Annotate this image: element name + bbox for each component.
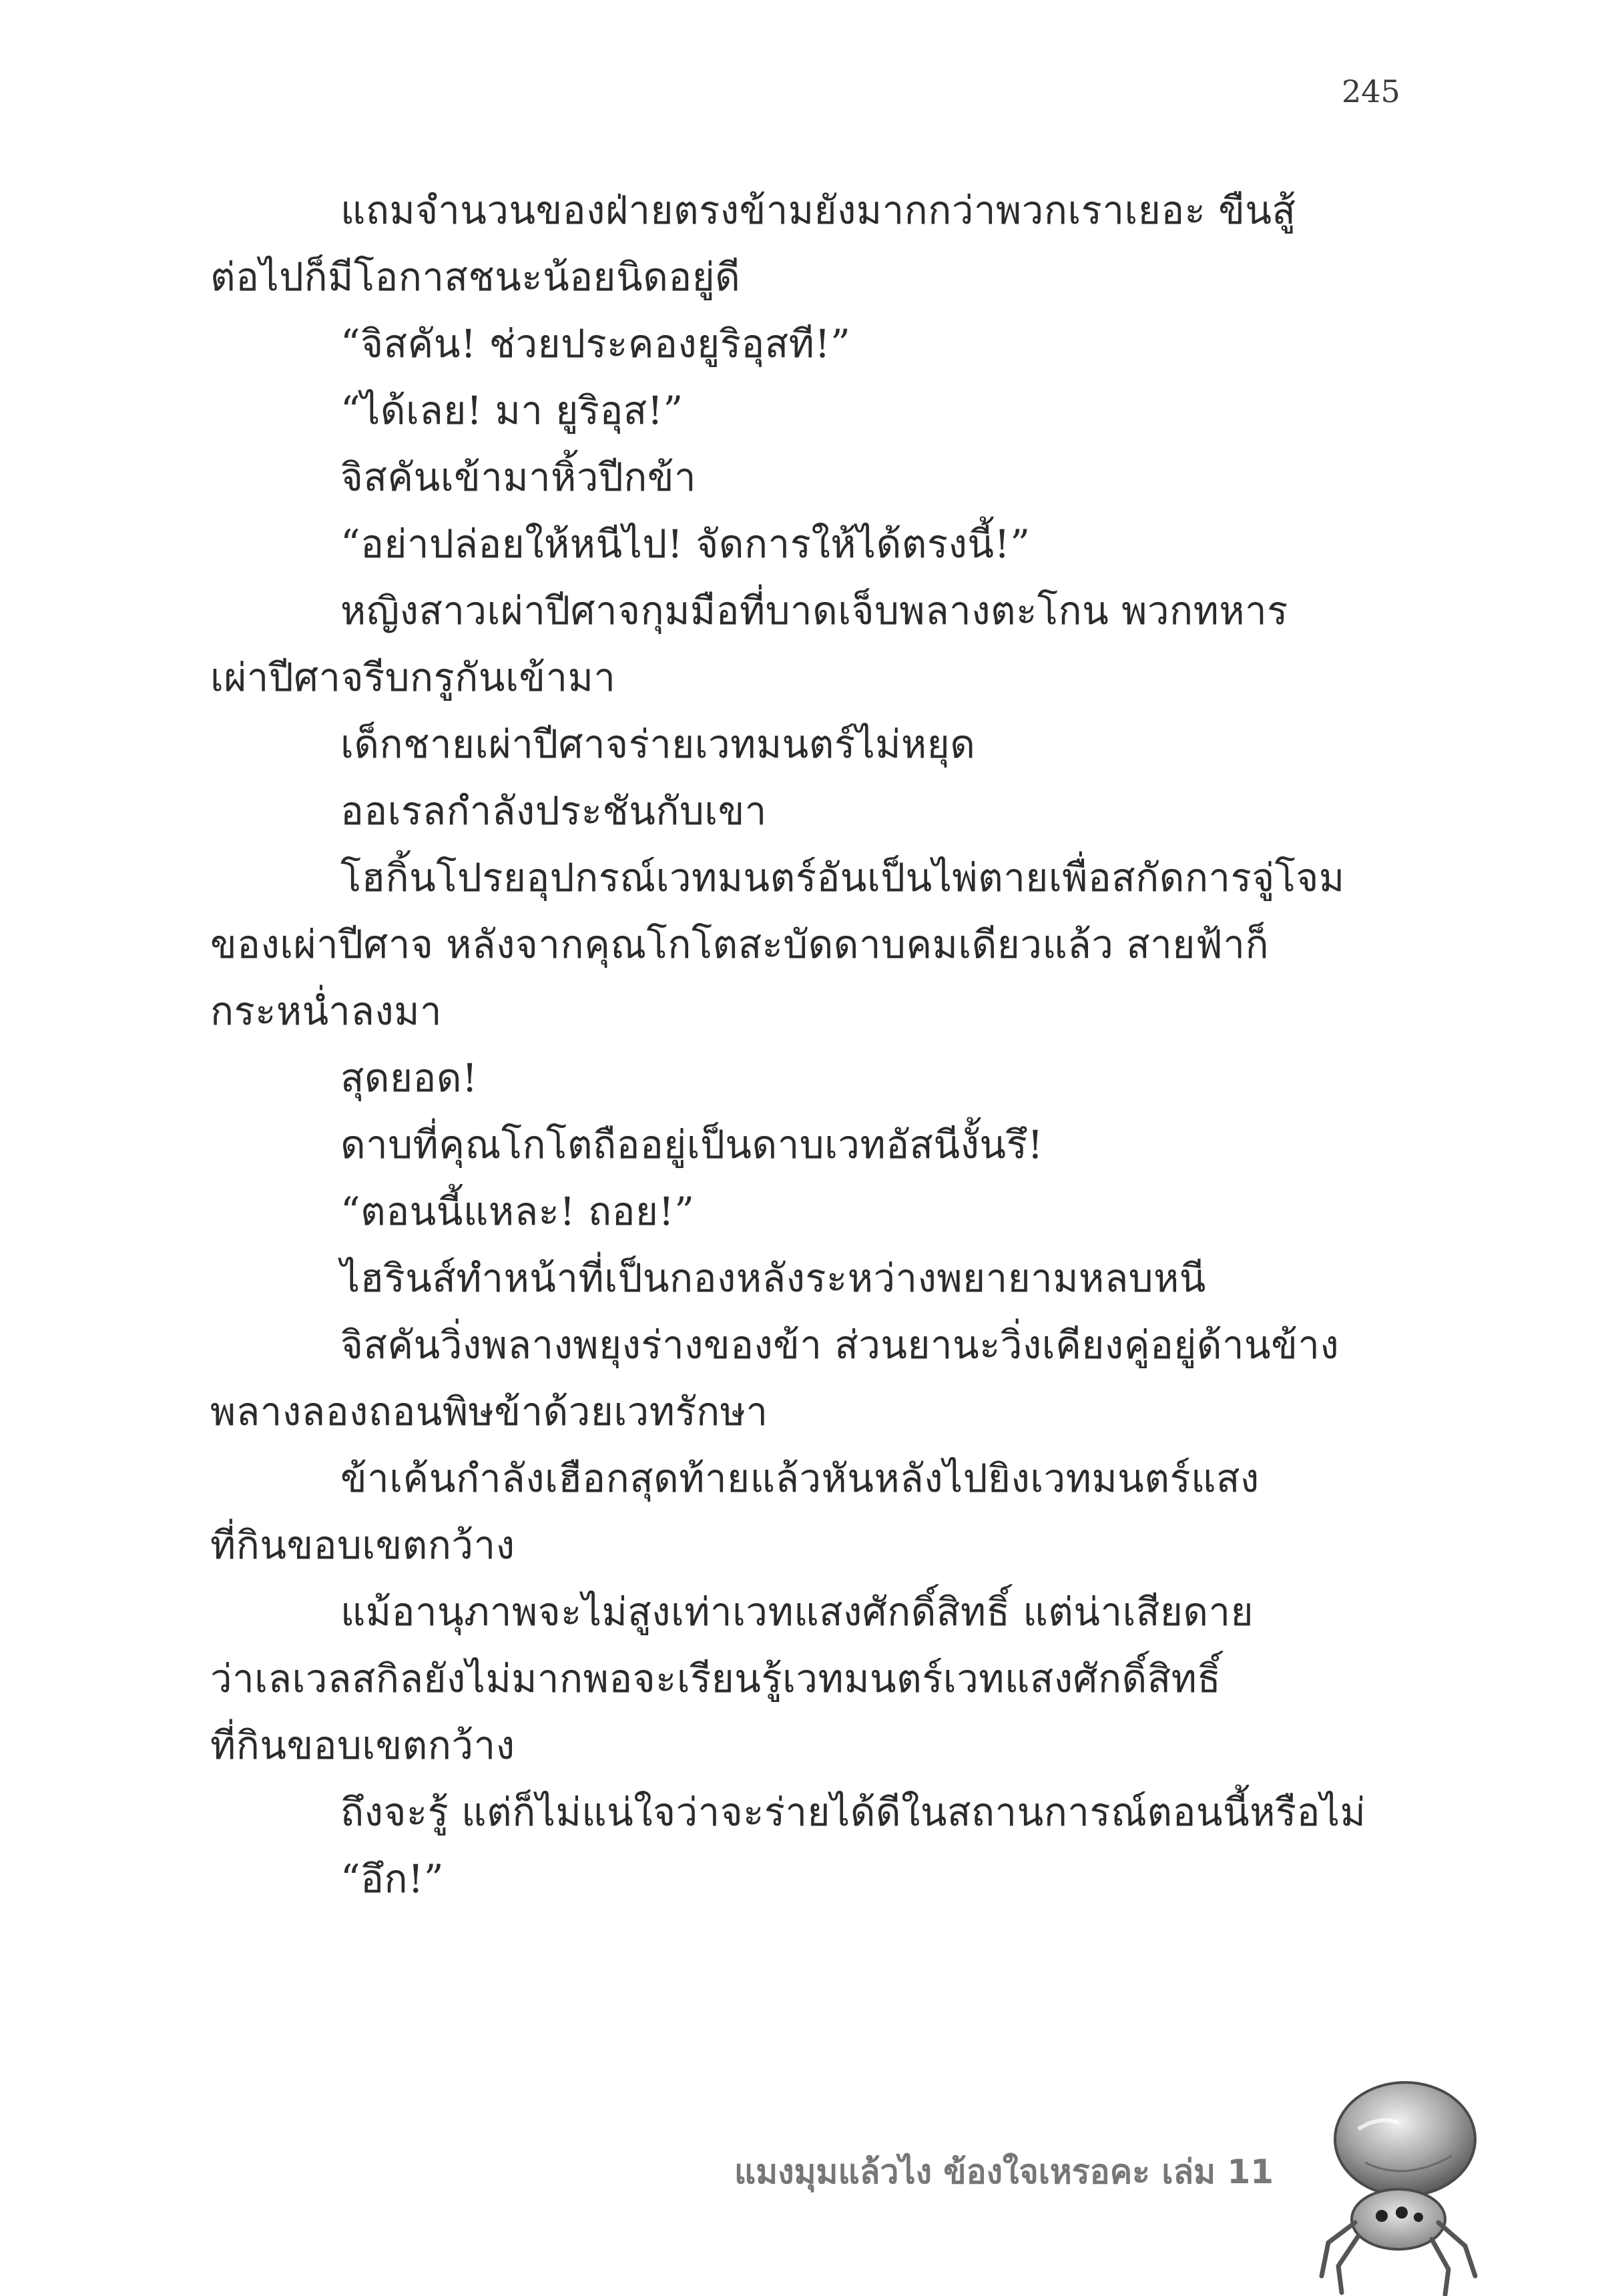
text-line: ว่าเลเวลสกิลยังไม่มากพอจะเรียนรู้เวทมนตร์เวทแสงศักดิ์สิทธิ์ — [210, 1656, 1222, 1701]
text-line: ออเรลกำลังประชันกับเขา — [340, 788, 767, 834]
text-line: เผ่าปีศาจรีบกรูกันเข้ามา — [210, 655, 616, 700]
text-line: “ตอนนี้แหละ! ถอย!” — [340, 1189, 695, 1234]
text-line: กระหน่ำลงมา — [210, 988, 443, 1034]
text-line: “ได้เลย! มา ยูริอุส!” — [340, 388, 684, 433]
text-line: “อย่าปล่อยให้หนีไป! จัดการให้ได้ตรงนี้!” — [340, 521, 1031, 567]
text-line: เด็กชายเผ่าปีศาจร่ายเวทมนตร์ไม่หยุด — [340, 722, 976, 767]
text-line: ที่กินขอบเขตกว้าง — [210, 1723, 515, 1768]
text-line: ที่กินขอบเขตกว้าง — [210, 1522, 515, 1568]
text-line: ดาบที่คุณโกโตถืออยู่เป็นดาบเวทอัสนีงั้นรึ! — [340, 1122, 1044, 1167]
footer-book-title: แมงมุมแล้วไง ข้องใจเหรอคะ เล่ม 11 — [734, 2152, 1274, 2191]
text-line: ข้าเค้นกำลังเฮือกสุดท้ายแล้วหันหลังไปยิงเวทมนตร์แสง — [340, 1456, 1260, 1501]
spider-mascot-icon — [1318, 2076, 1485, 2296]
text-line: จิสคันวิ่งพลางพยุงร่างของข้า ส่วนยานะวิ่งเคียงคู่อยู่ด้านข้าง — [340, 1322, 1340, 1368]
text-line: แถมจำนวนของฝ่ายตรงข้ามยังมากกว่าพวกเราเยอะ ขืนสู้ — [340, 188, 1296, 233]
text-line: ถึงจะรู้ แต่ก็ไม่แน่ใจว่าจะร่ายได้ดีในสถานการณ์ตอนนี้หรือไม่ — [340, 1789, 1366, 1835]
text-line: ต่อไปก็มีโอกาสชนะน้อยนิดอยู่ดี — [210, 254, 741, 300]
text-line: ไฮรินส์ทำหน้าที่เป็นกองหลังระหว่างพยายามหลบหนี — [340, 1255, 1206, 1301]
text-line: แม้อานุภาพจะไม่สูงเท่าเวทแสงศักดิ์สิทธิ์ แต่น่าเสียดาย — [340, 1589, 1254, 1635]
text-line: ของเผ่าปีศาจ หลังจากคุณโกโตสะบัดดาบคมเดียวแล้ว สายฟ้าก็ — [210, 922, 1270, 967]
text-line: หญิงสาวเผ่าปีศาจกุมมือที่บาดเจ็บพลางตะโกน พวกทหาร — [340, 588, 1288, 633]
text-line: “จิสคัน! ช่วยประคองยูริอุสที!” — [340, 321, 851, 366]
text-line: พลางลองถอนพิษข้าด้วยเวทรักษา — [210, 1389, 768, 1434]
page-number: 245 — [1342, 73, 1400, 109]
text-line: “อึก!” — [340, 1856, 445, 1902]
text-line: สุดยอด! — [340, 1055, 478, 1101]
text-line: โฮกิ้นโปรยอุปกรณ์เวทมนตร์อันเป็นไพ่ตายเพื่อสกัดการจู่โจม — [340, 855, 1345, 900]
text-line: จิสคันเข้ามาหิ้วปีกข้า — [340, 455, 697, 500]
